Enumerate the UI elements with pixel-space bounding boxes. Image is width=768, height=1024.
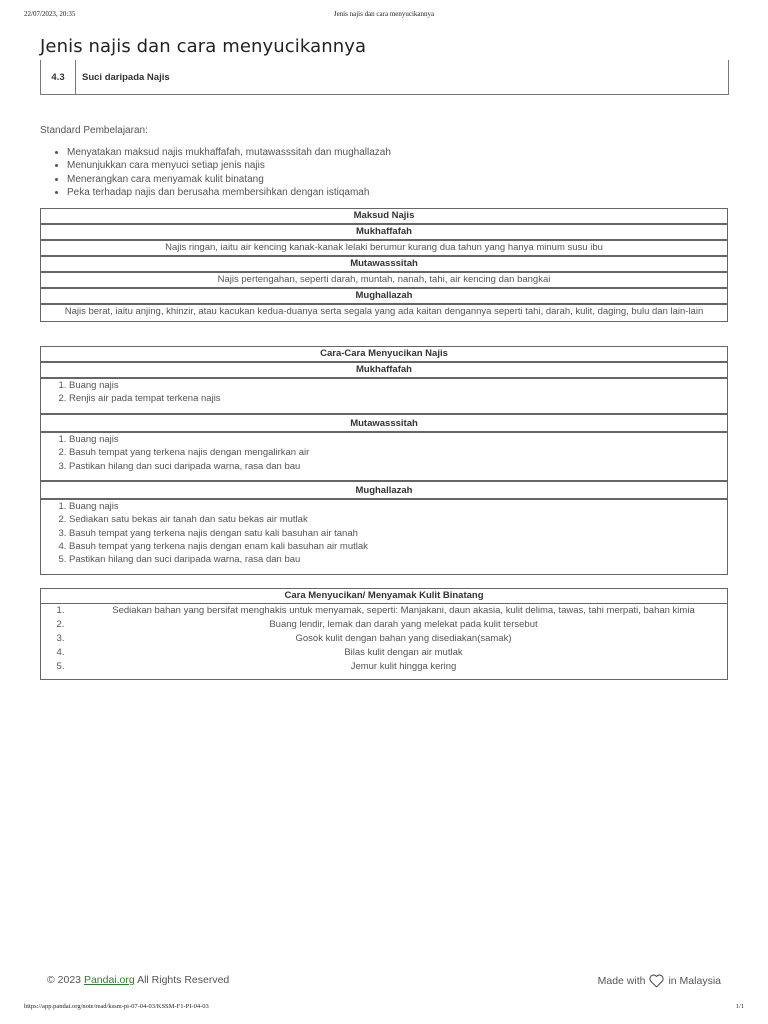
list-item: 2. Renjis air pada tempat terkena najis [69,392,723,405]
list-item: 1. Buang najis [69,379,723,392]
print-doc-title: Jenis najis dan cara menyucikannya [333,10,435,18]
table-cell: Bilas kulit dengan air mutlak [80,646,728,660]
table-cell [40,432,728,481]
list-item: • Peka terhadap najis dan berusaha membersihkan dengan istiqamah [67,186,391,199]
print-footer [24,1003,744,1013]
country-label: in Malaysia [668,975,721,987]
list-item: 1. Buang najis [69,433,723,446]
table-title: Cara Menyucikan/ Menyamak Kulit Binatang [40,588,728,604]
site-footer [47,974,721,990]
row-number: 2. [40,618,80,632]
print-datetime: 22/07/2023, 20:35 [24,10,76,18]
table-cell: Najis pertengahan, seperti darah, muntah, nanah, tahi, air kencing dan bangkai [40,272,728,288]
table-cell [40,499,728,575]
print-url: https://app.pandai.org/note/read/kssm-pi-07-04-03/KSSM-F1-PI-04-03 [24,1003,209,1010]
list-item: 5. Pastikan hilang dan suci daripada warna, rasa dan bau [69,553,723,566]
list-item: 2. Sediakan satu bekas air tanah dan satu bekas air mutlak [69,513,723,526]
row-number: 3. [40,632,80,646]
table-cell: Najis ringan, iaitu air kencing kanak-kanak lelaki berumur kurang dua tahun yang hanya minum susu ibu [40,240,728,256]
steps-list [45,433,723,473]
table-heading: Mutawasssitah [40,414,728,432]
table-title: Maksud Najis [40,208,728,224]
table-cell: Gosok kulit dengan bahan yang disediakan(samak) [80,632,728,646]
row-number: 4. [40,646,80,660]
section-name: Suci daripada Najis [82,71,170,83]
print-page-count: 1/1 [735,1003,744,1010]
list-item: 2. Basuh tempat yang terkena najis dengan mengalirkan air [69,446,723,459]
standard-list [67,146,391,199]
steps-list [45,500,723,566]
table-heading: Mukhaffafah [40,362,728,378]
table-cell: Jemur kulit hingga kering [80,660,728,680]
table-cell: Najis berat, iaitu anjing, khinzir, atau kacukan kedua-duanya serta segala yang ada kaitan dengannya seperti tahi, darah, kulit, daging, bulu dan lain-lain [40,304,728,322]
print-header [24,10,744,22]
section-number: 4.3 [41,60,76,94]
table-heading: Mughallazah [40,481,728,499]
list-item: 1. Buang najis [69,500,723,513]
maksud-najis-table [40,208,728,322]
menyamak-kulit-table [40,588,728,680]
list-item: • Menunjukkan cara menyuci setiap jenis najis [67,159,391,172]
heart-icon [649,974,664,988]
table-cell: Sediakan bahan yang bersifat menghakis untuk menyamak, seperti: Manjakani, daun akasia, kulit delima, tawas, tahi merpati, bahan kimia [80,604,728,618]
steps-list [45,379,723,406]
copyright-prefix: © 2023 [47,974,84,986]
page-title: Jenis najis dan cara menyucikannya [40,36,367,57]
table-heading: Mutawasssitah [40,256,728,272]
table-heading: Mukhaffafah [40,224,728,240]
table-heading: Mughallazah [40,288,728,304]
list-item: 3. Basuh tempat yang terkena najis dengan satu kali basuhan air tanah [69,527,723,540]
list-item: • Menerangkan cara menyamak kulit binatang [67,173,391,186]
section-header [40,60,729,95]
cara-menyucikan-table [40,346,728,575]
row-number: 1. [40,604,80,618]
list-item: • Menyatakan maksud najis mukhaffafah, mutawasssitah dan mughallazah [67,146,391,159]
row-number: 5. [40,660,80,680]
made-with-label: Made with [597,975,646,987]
standard-label: Standard Pembelajaran: [40,125,148,136]
copyright [47,974,229,986]
pandai-link[interactable]: Pandai.org [83,974,135,986]
table-title: Cara-Cara Menyucikan Najis [40,346,728,362]
made-with [598,974,721,988]
list-item: 3. Pastikan hilang dan suci daripada warna, rasa dan bau [69,460,723,473]
table-cell [40,378,728,414]
table-cell: Buang lendir, lemak dan darah yang melekat pada kulit tersebut [80,618,728,632]
list-item: 4. Basuh tempat yang terkena najis dengan enam kali basuhan air mutlak [69,540,723,553]
copyright-suffix: All Rights Reserved [134,974,230,986]
